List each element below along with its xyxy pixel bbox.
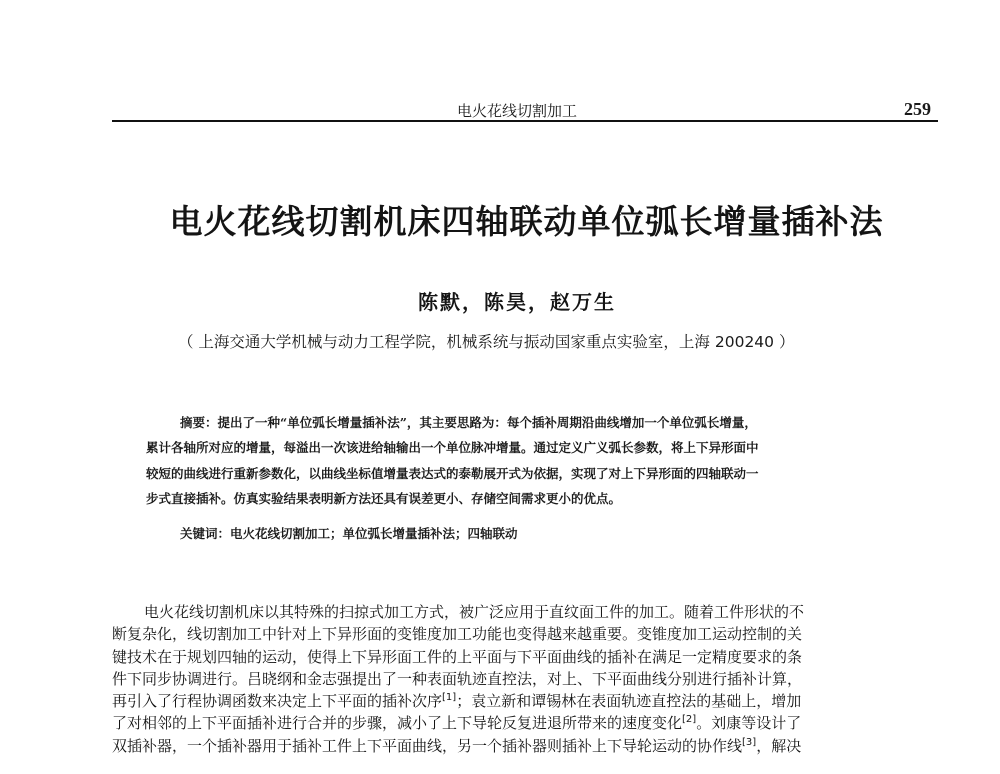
body-line: [112, 668, 942, 690]
header-rule: [112, 120, 938, 122]
body-line-text: ，解决: [756, 736, 802, 755]
abstract-line: 摘要：提出了一种“单位弧长增量插补法”，其主要思路为：每个插补周期沿曲线增加一个单位弧长增量，: [180, 415, 757, 430]
abstract-line: 步式直接插补。仿真实验结果表明新方法还具有误差更小、存储空间需求更小的优点。: [146, 490, 622, 506]
page-number: 259: [904, 99, 931, 119]
abstract-line: 较短的曲线进行重新参数化，以曲线坐标值增量表达式的泰勒展开式为依据，实现了对上下异形面的四轴联动一: [146, 465, 759, 481]
body-line: [112, 735, 942, 757]
body-line-text: 断复杂化，线切割加工中针对上下异形面的变锥度加工功能也变得越来越重要。变锥度加工运动控制的关: [112, 625, 803, 644]
body-line-text: 键技术在于规划四轴的运动，使得上下异形面工件的上平面与下平面曲线的插补在满足一定精度要求的条: [112, 647, 803, 666]
citation-ref[interactable]: [2]: [682, 714, 697, 726]
body-line: [112, 646, 942, 668]
body-line-text: 了对相邻的上下平面插补进行合并的步骤，减小了上下导轮反复进退所带来的速度变化: [112, 714, 683, 733]
body-paragraph: [112, 601, 942, 757]
body-line-text: ；袁立新和谭锡林在表面轨迹直控法的基础上，增加: [456, 692, 802, 711]
running-header-section: 电火花线切割加工: [457, 102, 578, 120]
body-line: [112, 690, 942, 712]
abstract: [146, 410, 906, 511]
citation-ref[interactable]: [1]: [442, 692, 457, 704]
body-line-text: 件下同步协调进行。吕晓纲和金志强提出了一种表面轨迹直控法，对上、下平面曲线分别进行插补计算，: [112, 669, 803, 688]
paper-title: 电火花线切割机床四轴联动单位弧长增量插补法: [169, 202, 884, 241]
keywords: 关键词：电火花线切割加工；单位弧长增量插补法；四轴联动: [180, 526, 518, 541]
body-line-text: 再引入了行程协调函数来决定上下平面的插补次序: [112, 692, 443, 711]
authors: 陈默，陈昊，赵万生: [418, 290, 616, 314]
body-line-text: 双插补器，一个插补器用于插补工件上下平面曲线，另一个插补器则插补上下导轮运动的协作线: [112, 736, 743, 755]
body-line: [112, 601, 942, 623]
citation-ref[interactable]: [3]: [742, 736, 757, 748]
body-line: [112, 712, 942, 734]
abstract-line: 累计各轴所对应的增量，每溢出一次该进给轴输出一个单位脉冲增量。通过定义广义弧长参数，将上下异形面中: [146, 440, 759, 456]
body-line: [112, 623, 942, 645]
body-line-text: 。刘康等设计了: [696, 714, 802, 733]
body-line-text: 电火花线切割机床以其特殊的扫掠式加工方式，被广泛应用于直纹面工件的加工。随着工件形状的不: [144, 603, 805, 621]
affiliation: （ 上海交通大学机械与动力工程学院，机械系统与振动国家重点实验室，上海 200240 ）: [178, 333, 795, 351]
